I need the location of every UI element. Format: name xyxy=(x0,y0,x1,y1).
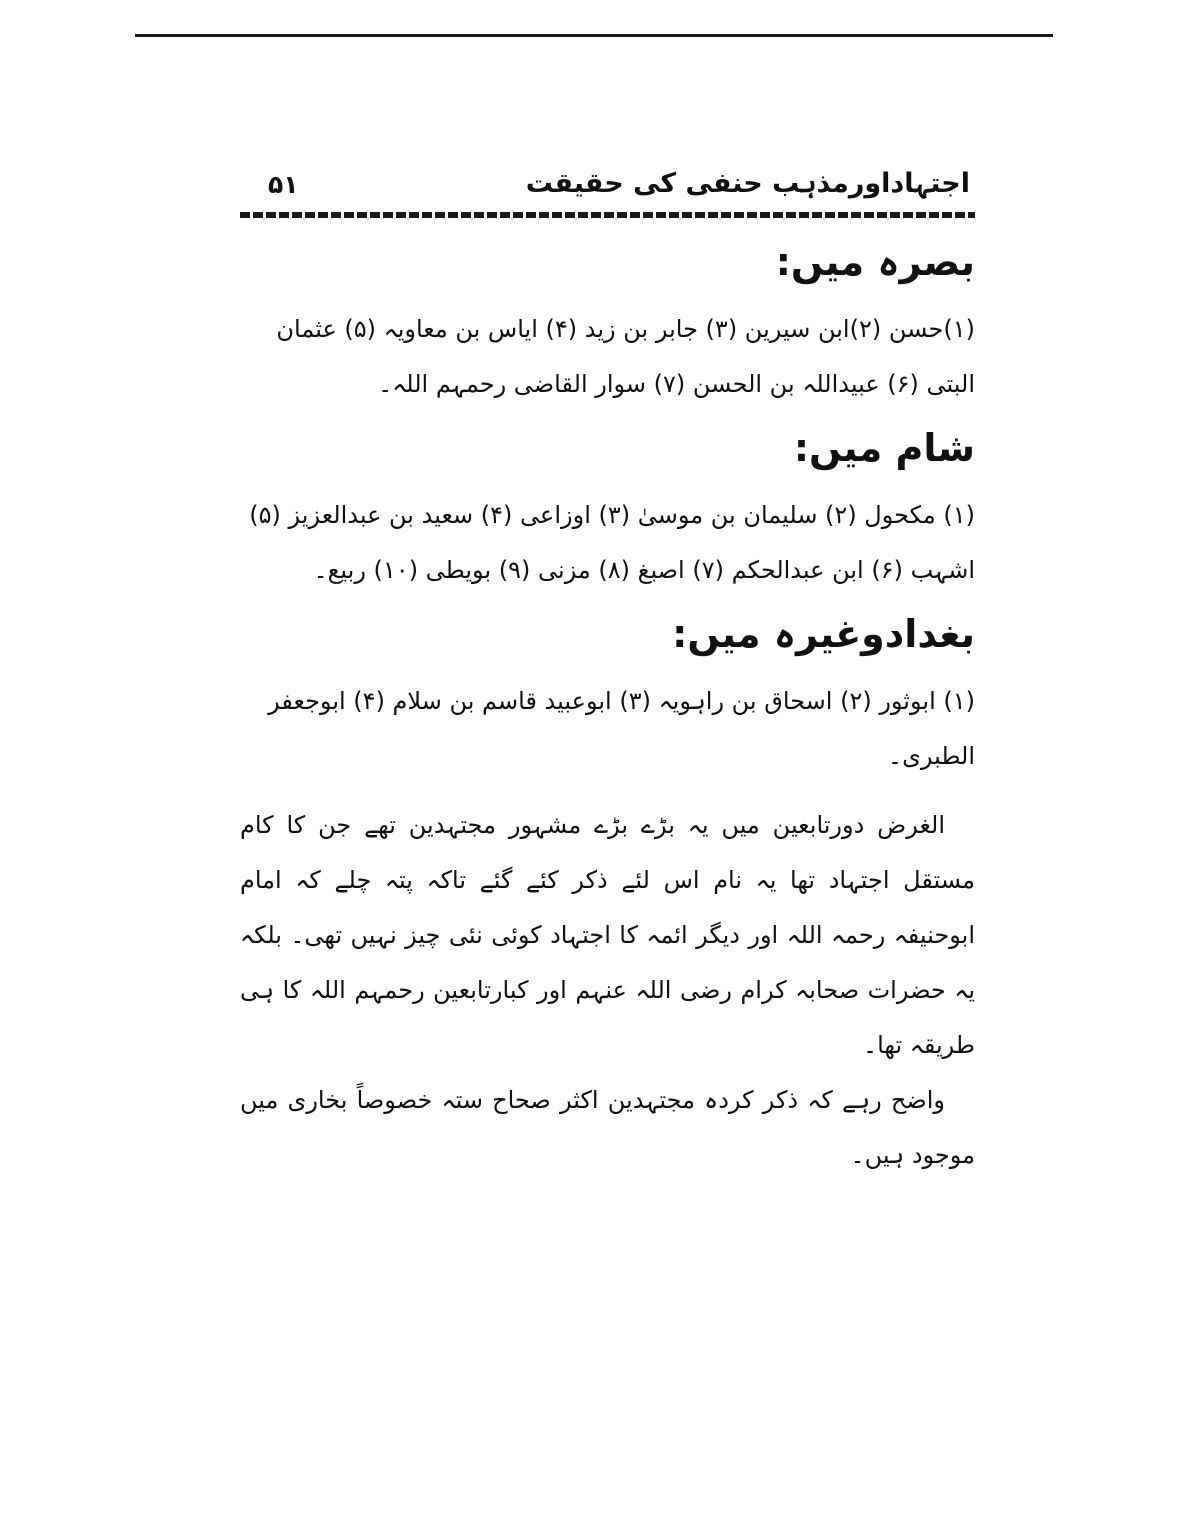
section-heading-baghdad: بغدادوغیرہ میں: xyxy=(672,612,975,656)
top-scan-rule xyxy=(135,34,1053,37)
book-title: اجتہاداورمذہب حنفی کی حقیقت xyxy=(525,168,970,199)
body-paragraph-summary: الغرض دورتابعین میں یہ بڑے بڑے مشہور مجتہدین تھے جن کا کام مستقل اجتہاد تھا یہ نام اس لئے ذکر کئے گئے تاکہ پتہ چلے کہ امام ابوحنیفہ رحمہ اللہ اور دیگر ائمہ کا اجتہاد کوئی نئی چیز نہیں تھی۔ بلکہ یہ حضرات صحابہ کرام رضی اللہ عنہم اور کبارتابعین رحمہم اللہ کا ہی طریقہ تھا۔ xyxy=(240,811,975,1059)
section-text-basra: (۱)حسن (۲)ابن سیرین (۳) جابر بن زید (۴) ایاس بن معاویہ (۵) عثمان البتی (۶) عبیداللہ بن الحسن (۷) سوار القاضی رحمہم اللہ۔ xyxy=(276,315,975,398)
book-page xyxy=(240,160,975,1183)
section-text-sham: (۱) مکحول (۲) سلیمان بن موسیٰ (۳) اوزاعی (۴) سعید بن عبدالعزیز (۵) اشہب (۶) ابن عبدالحکم (۷) اصبغ (۸) مزنی (۹) بویطی (۱۰) ربیع۔ xyxy=(249,501,975,584)
page-number: ۵۱ xyxy=(268,170,299,199)
body-paragraph-note: واضح رہے کہ ذکر کردہ مجتہدین اکثر صحاح ستہ خصوصاً بخاری میں موجود ہیں۔ xyxy=(240,1086,975,1169)
running-header xyxy=(240,160,975,212)
section-text-baghdad: (۱) ابوثور (۲) اسحاق بن راہویہ (۳) ابوعبید قاسم بن سلام (۴) ابوجعفر الطبری۔ xyxy=(268,687,975,770)
header-divider xyxy=(240,212,975,218)
section-heading-sham: شام میں: xyxy=(793,426,975,470)
section-heading-basra: بصرہ میں: xyxy=(775,240,975,284)
